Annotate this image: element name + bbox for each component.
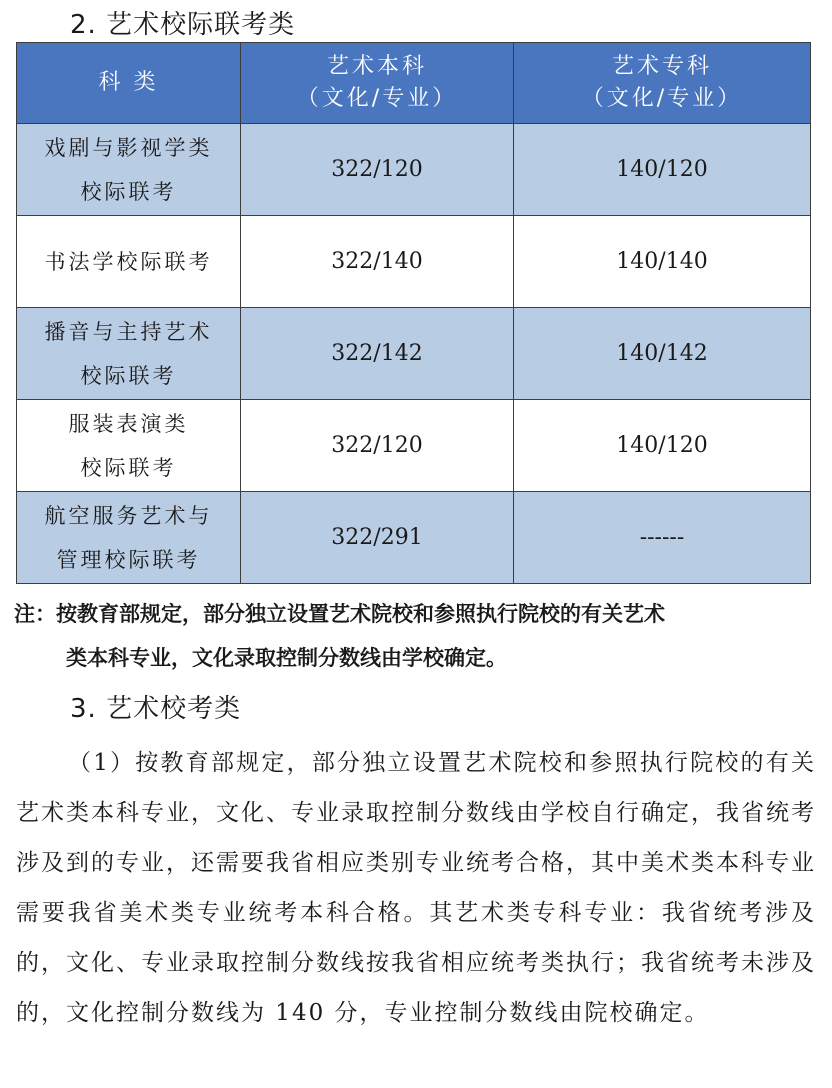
row-undergrad-score: 322/120 — [241, 400, 514, 492]
table-row — [17, 308, 811, 400]
table-note — [14, 592, 824, 680]
row-undergrad-score: 322/291 — [241, 492, 514, 584]
table-row — [17, 400, 811, 492]
table-row — [17, 124, 811, 216]
row-category-line1: 航空服务艺术与 — [44, 503, 213, 528]
section-3-paragraph: （1）按教育部规定，部分独立设置艺术院校和参照执行院校的有关艺术类本科专业，文化、专业录取控制分数线由学校自行确定，我省统考涉及到的专业，还需要我省相应类别专业统考合格，其中美术类本科专业需要我省美术类专业统考本科合格。其艺术类专科专业：我省统考涉及的，文化、专业录取控制分数线按我省相应统考类执行；我省统考未涉及的，文化控制分数线为 140 分，专业控制分数线由院校确定。 — [16, 750, 816, 1026]
section-2-title: 2. 艺术校际联考类 — [70, 10, 296, 40]
note-line1: 注：按教育部规定，部分独立设置艺术院校和参照执行院校的有关艺术 — [14, 602, 665, 626]
row-category-line1: 戏剧与影视学类 — [44, 135, 213, 160]
row-category-line1: 书法学校际联考 — [44, 249, 213, 274]
header-junior-line2: （文化/专业） — [581, 86, 743, 111]
row-undergrad-score: 322/140 — [241, 216, 514, 308]
header-undergrad-line2: （文化/专业） — [296, 86, 458, 111]
header-undergrad-line1: 艺术本科 — [326, 54, 427, 79]
table-header-row — [17, 43, 811, 124]
section-3-title: 3. 艺术校考类 — [70, 694, 242, 724]
row-junior-score: 140/142 — [514, 308, 811, 400]
note-line2: 类本科专业，文化录取控制分数线由学校确定。 — [66, 646, 507, 670]
row-category — [17, 492, 241, 584]
table-row — [17, 216, 811, 308]
row-category-line2: 校际联考 — [80, 179, 177, 204]
row-junior-score: 140/140 — [514, 216, 811, 308]
row-undergrad-score: 322/142 — [241, 308, 514, 400]
row-category — [17, 308, 241, 400]
row-category — [17, 216, 241, 308]
row-category — [17, 400, 241, 492]
header-category: 科 类 — [17, 43, 241, 124]
row-category — [17, 124, 241, 216]
row-junior-score: 140/120 — [514, 124, 811, 216]
row-undergrad-score: 322/120 — [241, 124, 514, 216]
row-junior-score: 140/120 — [514, 400, 811, 492]
row-category-line2: 校际联考 — [80, 363, 177, 388]
header-undergrad — [241, 43, 514, 124]
row-category-line1: 播音与主持艺术 — [44, 319, 213, 344]
row-category-line1: 服装表演类 — [68, 411, 189, 436]
row-junior-score: ------ — [514, 492, 811, 584]
row-category-line2: 校际联考 — [80, 455, 177, 480]
score-table — [16, 42, 811, 584]
table-row — [17, 492, 811, 584]
header-junior-line1: 艺术专科 — [611, 54, 712, 79]
row-category-line2: 管理校际联考 — [56, 547, 201, 572]
header-junior — [514, 43, 811, 124]
